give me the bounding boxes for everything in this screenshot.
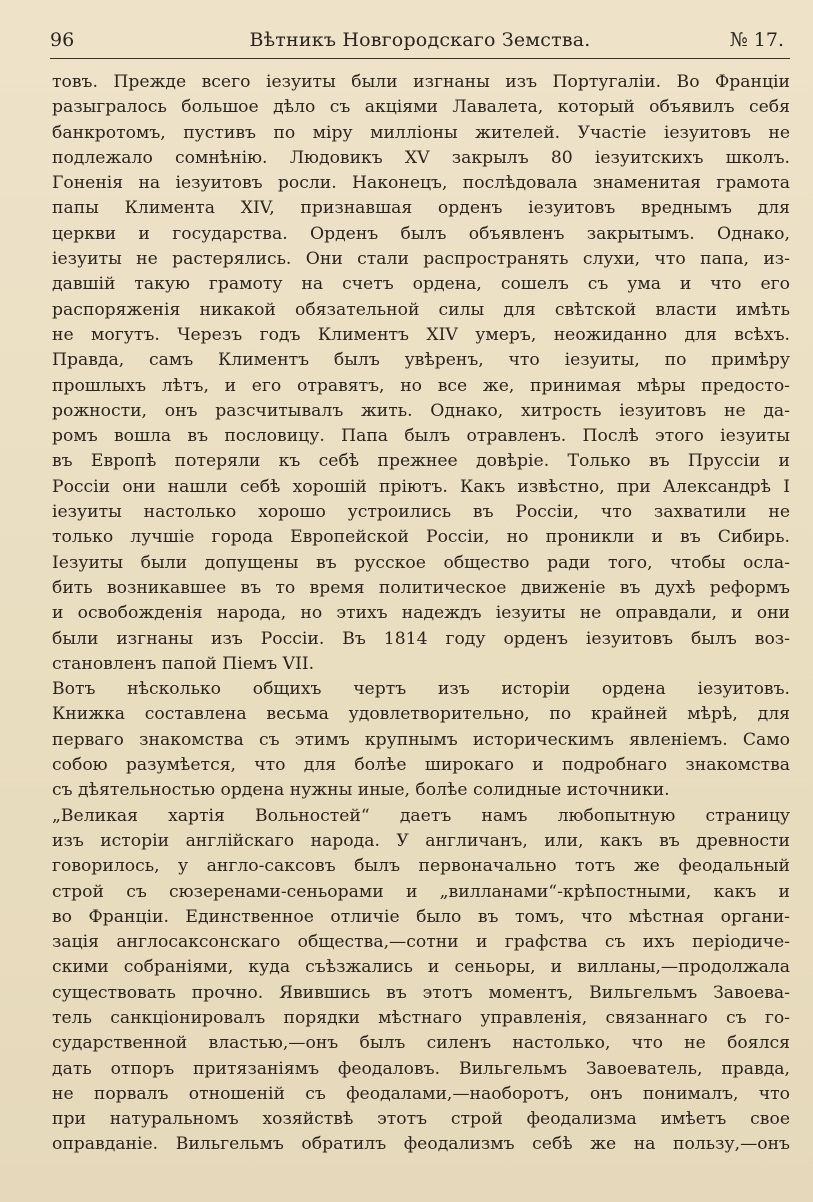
text-line: въ Европѣ потеряли къ себѣ прежнее довѣріе. Только въ Пруссіи и (52, 451, 790, 472)
text-line: изъ исторіи англійскаго народа. У англичанъ, или, какъ въ древности (52, 830, 790, 851)
text-line: зація англосаксонскаго общества,—сотни и графства съ ихъ періодиче- (52, 932, 790, 953)
text-line: и освобожденія народа, но этихъ надеждъ іезуиты не оправдали, и они (52, 603, 790, 624)
text-line: іезуиты настолько хорошо устроились въ Россіи, что захватили не (52, 502, 790, 523)
text-line: при натуральномъ хозяйствѣ этотъ строй феодализма имѣетъ свое (52, 1109, 790, 1130)
text-line: собою разумѣется, что для болѣе широкаго и подробнаго знакомства (52, 755, 790, 776)
text-line: были изгнаны изъ Россіи. Въ 1814 году орденъ іезуитовъ былъ воз- (52, 628, 790, 649)
text-line: ромъ вошла въ пословицу. Папа былъ отравленъ. Послѣ этого іезуиты (52, 426, 790, 447)
text-line: „Великая хартія Вольностей“ даетъ намъ любопытную страницу (52, 805, 790, 826)
text-line: тель санкціонировалъ порядки мѣстнаго управленія, связаннаго съ го- (52, 1007, 790, 1028)
text-line: разыгралось большое дѣло съ акціями Лавалета, который объявилъ себя (52, 97, 790, 118)
text-line: распоряженія никакой обязательной силы для свѣтской власти имѣть (52, 299, 790, 320)
text-line: говорилось, у англо-саксовъ былъ первоначально тотъ же феодальный (52, 856, 790, 877)
text-line: подлежало сомнѣнію. Людовикъ XV закрылъ 80 іезуитскихъ школъ. (52, 147, 790, 168)
text-line: сударственной властью,—онъ былъ силенъ настолько, что не боялся (52, 1033, 790, 1054)
text-line: только лучшіе города Европейской Россіи, но проникли и въ Сибирь. (52, 527, 790, 548)
header-rule (50, 58, 790, 59)
text-line: не могутъ. Черезъ годъ Климентъ XIV умеръ, неожиданно для всѣхъ. (52, 324, 790, 345)
text-line: церкви и государства. Орденъ былъ объявленъ закрытымъ. Однако, (52, 223, 790, 244)
text-line: становленъ папой Піемъ VII. (52, 653, 315, 674)
text-line: оправданіе. Вильгельмъ обратилъ феодализмъ себѣ же на пользу,—онъ (52, 1134, 790, 1155)
text-line: банкротомъ, пустивъ по міру милліоны жителей. Участіе іезуитовъ не (52, 122, 790, 143)
page-header (50, 24, 790, 56)
text-line: перваго знакомства съ этимъ крупнымъ историческимъ явленіемъ. Само (52, 729, 790, 750)
text-line: существовать прочно. Явившись въ этотъ моментъ, Вильгельмъ Завоева- (52, 982, 790, 1003)
text-line: давшій такую грамоту на счетъ ордена, сошелъ съ ума и что его (52, 274, 790, 295)
text-line: іезуиты не растерялись. Они стали распространять слухи, что папа, из- (52, 249, 790, 270)
text-line: строй съ сюзеренами-сеньорами и „вилланами“-крѣпостными, какъ и (52, 881, 790, 902)
text-line: рожности, онъ разсчитывалъ жить. Однако, хитрость іезуитовъ не да- (52, 400, 790, 421)
text-line: бить возникавшее въ то время политическое движеніе въ духѣ реформъ (52, 577, 790, 598)
text-line: дать отпоръ притязаніямъ феодаловъ. Вильгельмъ Завоеватель, правда, (52, 1058, 790, 1079)
text-line: Правда, самъ Климентъ былъ увѣренъ, что іезуиты, по примѣру (52, 350, 790, 371)
text-line: Гоненія на іезуитовъ росли. Наконецъ, послѣдовала знаменитая грамота (52, 173, 790, 194)
text-line: не порвалъ отношеній съ феодалами,—наоборотъ, онъ понималъ, что (52, 1083, 790, 1104)
text-line: во Франціи. Единственное отличіе было въ томъ, что мѣстная органи- (52, 906, 790, 927)
body-text (52, 70, 790, 1158)
text-line: папы Климента XIV, признавшая орденъ іезуитовъ вреднымъ для (52, 198, 790, 219)
text-line: прошлыхъ лѣтъ, и его отравятъ, но все же, принимая мѣры предосто- (52, 375, 790, 396)
text-line: Россіи они нашли себѣ хорошій пріютъ. Какъ извѣстно, при Александрѣ I (52, 476, 790, 497)
issue-number: № 17. (729, 29, 784, 51)
text-line: скими собраніями, куда съѣзжались и сеньоры, и вилланы,—продолжала (52, 957, 790, 978)
text-line: Вотъ нѣсколько общихъ чертъ изъ исторіи ордена іезуитовъ. (52, 679, 790, 700)
page-number: 96 (50, 29, 75, 51)
journal-title: Вѣтникъ Новгородскаго Земства. (249, 29, 591, 51)
text-line: товъ. Прежде всего іезуиты были изгнаны изъ Португаліи. Во Франціи (52, 72, 790, 92)
text-line: Іезуиты были допущены въ русское общество ради того, чтобы осла- (52, 552, 790, 573)
text-line: Книжка составлена весьма удовлетворительно, по крайней мѣрѣ, для (52, 704, 790, 725)
text-line: съ дѣятельностью ордена нужны иные, болѣе солидные источники. (52, 780, 670, 801)
